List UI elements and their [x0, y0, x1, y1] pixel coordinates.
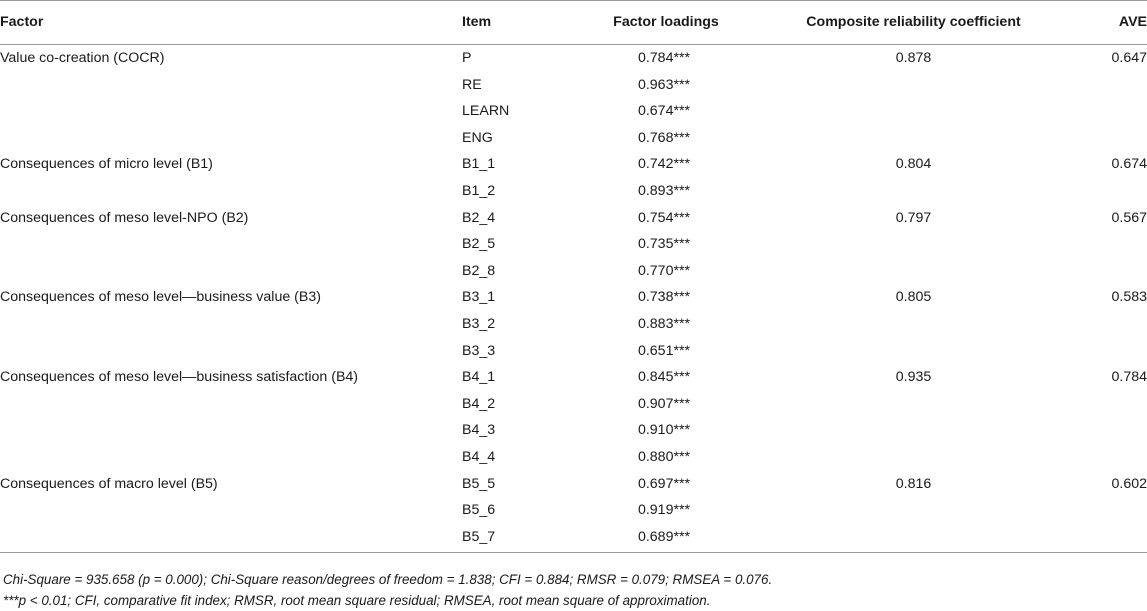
- cell-ave: [1061, 338, 1147, 365]
- cell-ave: [1061, 72, 1147, 99]
- cell-ave: [1061, 417, 1147, 444]
- cell-ave: 0.602: [1111, 475, 1147, 492]
- cell-composite-reliability: [766, 497, 1061, 524]
- cell-factor: [0, 311, 462, 338]
- cell-item: P: [462, 50, 472, 66]
- cell-ave: [1061, 391, 1147, 418]
- cell-item: B1_2: [462, 182, 496, 199]
- cell-ave: [1061, 231, 1147, 258]
- cell-item: B4_1: [462, 369, 496, 386]
- cell-factor: Consequences of meso level—business satisfaction (B4): [0, 369, 359, 386]
- cell-item: B3_1: [462, 289, 496, 306]
- cell-ave: [1061, 178, 1147, 205]
- cell-ave: [1061, 497, 1147, 524]
- cell-composite-reliability: 0.804: [895, 156, 932, 173]
- cell-factor: Consequences of micro level (B1): [0, 156, 213, 173]
- cell-factor-loading: 0.697***: [637, 475, 691, 492]
- cell-factor-loading: 0.910***: [637, 422, 691, 439]
- cell-factor: [0, 125, 462, 152]
- cell-ave: [1061, 98, 1147, 125]
- cell-item: B2_8: [462, 262, 496, 279]
- cell-item: B1_1: [462, 156, 496, 173]
- cell-item: B4_3: [462, 422, 496, 439]
- cell-factor: Consequences of macro level (B5): [0, 475, 218, 492]
- cell-item: B5_6: [462, 502, 496, 519]
- cell-factor-loading: 0.738***: [637, 289, 691, 306]
- cell-ave: 0.647: [1111, 50, 1147, 66]
- cell-ave: 0.674: [1111, 156, 1147, 173]
- table-row: [0, 417, 1147, 444]
- cell-ave: [1061, 524, 1147, 553]
- cell-composite-reliability: [766, 178, 1061, 205]
- cell-composite-reliability: [766, 524, 1061, 553]
- cell-factor: [0, 258, 462, 285]
- cell-factor: [0, 524, 462, 553]
- cell-factor-loading: 0.880***: [637, 448, 691, 465]
- cell-ave: 0.784: [1111, 369, 1147, 386]
- table-row: [0, 497, 1147, 524]
- cell-factor-loading: 0.674***: [637, 103, 691, 120]
- cell-item: B2_4: [462, 209, 496, 226]
- cell-ave: [1061, 444, 1147, 471]
- cell-factor: [0, 72, 462, 99]
- cell-factor-loading: 0.735***: [637, 236, 691, 253]
- cell-composite-reliability: 0.797: [895, 209, 932, 226]
- cell-factor: Consequences of meso level—business value (B3): [0, 289, 321, 306]
- cell-factor-loading: 0.963***: [637, 76, 691, 93]
- header-factor: Factor: [0, 1, 462, 45]
- fit-statistics-note: Chi-Square = 935.658 (p = 0.000); Chi-Square reason/degrees of freedom = 1.838; CFI = 0.884; RMSR = 0.079; RMSEA = 0.076.: [3, 572, 773, 587]
- cell-composite-reliability: [766, 231, 1061, 258]
- cell-composite-reliability: [766, 338, 1061, 365]
- table-row: [0, 45, 1147, 72]
- cell-factor-loading: 0.689***: [562, 524, 766, 553]
- cell-ave: [1061, 258, 1147, 285]
- header-composite-reliability: Composite reliability coefficient: [766, 1, 1061, 45]
- table-header: [0, 1, 1147, 45]
- cell-ave: [1061, 125, 1147, 152]
- cell-factor-loading: 0.770***: [637, 262, 691, 279]
- table-notes: [3, 569, 1133, 611]
- cell-factor: [0, 391, 462, 418]
- table-row: [0, 524, 1147, 553]
- cell-factor: Value co-creation (COCR): [0, 50, 165, 66]
- table-row: [0, 364, 1147, 391]
- cell-factor-loading: 0.784***: [637, 50, 691, 66]
- cell-factor-loading: 0.754***: [637, 209, 691, 226]
- cell-factor: [0, 497, 462, 524]
- cell-composite-reliability: 0.935: [895, 369, 932, 386]
- cell-item: B2_5: [462, 236, 496, 253]
- table-row: [0, 205, 1147, 232]
- cell-ave: 0.567: [1111, 209, 1147, 226]
- header-row: [0, 1, 1147, 45]
- table-row: [0, 471, 1147, 498]
- cell-composite-reliability: [766, 417, 1061, 444]
- cell-composite-reliability: 0.816: [895, 475, 932, 492]
- cell-factor-loading: 0.742***: [637, 156, 691, 173]
- cell-factor-loading: 0.893***: [637, 182, 691, 199]
- cell-composite-reliability: [766, 125, 1061, 152]
- cell-factor-loading: 0.883***: [637, 315, 691, 332]
- table-row: [0, 391, 1147, 418]
- cell-factor-loading: 0.651***: [637, 342, 691, 359]
- cell-factor-loading: 0.845***: [637, 369, 691, 386]
- cell-factor-loading: 0.919***: [637, 502, 691, 519]
- cell-factor: [0, 444, 462, 471]
- cell-item: RE: [462, 76, 482, 93]
- cell-item: B3_2: [462, 315, 496, 332]
- table-row: [0, 98, 1147, 125]
- cell-composite-reliability: [766, 98, 1061, 125]
- table-row: [0, 284, 1147, 311]
- cell-item: B4_2: [462, 395, 496, 412]
- table-row: [0, 258, 1147, 285]
- cell-factor: [0, 231, 462, 258]
- cell-composite-reliability: [766, 258, 1061, 285]
- table-row: [0, 338, 1147, 365]
- cell-item: ENG: [462, 129, 493, 146]
- abbreviations-note: ***p < 0.01; CFI, comparative fit index; RMSR, root mean square residual; RMSEA, root mean square of approximation.: [3, 593, 711, 608]
- cell-composite-reliability: 0.805: [895, 289, 932, 306]
- table-row: [0, 444, 1147, 471]
- cell-factor: Consequences of meso level-NPO (B2): [0, 209, 249, 226]
- cell-composite-reliability: [766, 311, 1061, 338]
- header-ave: AVE: [1061, 1, 1147, 45]
- cell-item: B5_5: [462, 475, 496, 492]
- table-row: [0, 151, 1147, 178]
- cell-factor: [0, 417, 462, 444]
- cell-factor-loading: 0.907***: [637, 395, 691, 412]
- table-row: [0, 231, 1147, 258]
- cell-item: B3_3: [462, 342, 496, 359]
- table-row: [0, 178, 1147, 205]
- cell-composite-reliability: [766, 444, 1061, 471]
- table-row: [0, 311, 1147, 338]
- cell-factor-loading: 0.768***: [637, 129, 691, 146]
- cell-composite-reliability: [766, 72, 1061, 99]
- cell-item: B5_7: [462, 524, 562, 553]
- table-row: [0, 72, 1147, 99]
- cell-item: LEARN: [462, 103, 510, 120]
- table-body: [0, 45, 1147, 553]
- cell-factor: [0, 98, 462, 125]
- cell-ave: 0.583: [1111, 289, 1147, 306]
- cell-composite-reliability: 0.878: [895, 50, 932, 66]
- cell-item: B4_4: [462, 448, 496, 465]
- cell-ave: [1061, 311, 1147, 338]
- cell-factor: [0, 338, 462, 365]
- header-factor-loadings: Factor loadings: [562, 1, 766, 45]
- table-row: [0, 125, 1147, 152]
- cell-composite-reliability: [766, 391, 1061, 418]
- header-item: Item: [462, 1, 562, 45]
- cell-factor: [0, 178, 462, 205]
